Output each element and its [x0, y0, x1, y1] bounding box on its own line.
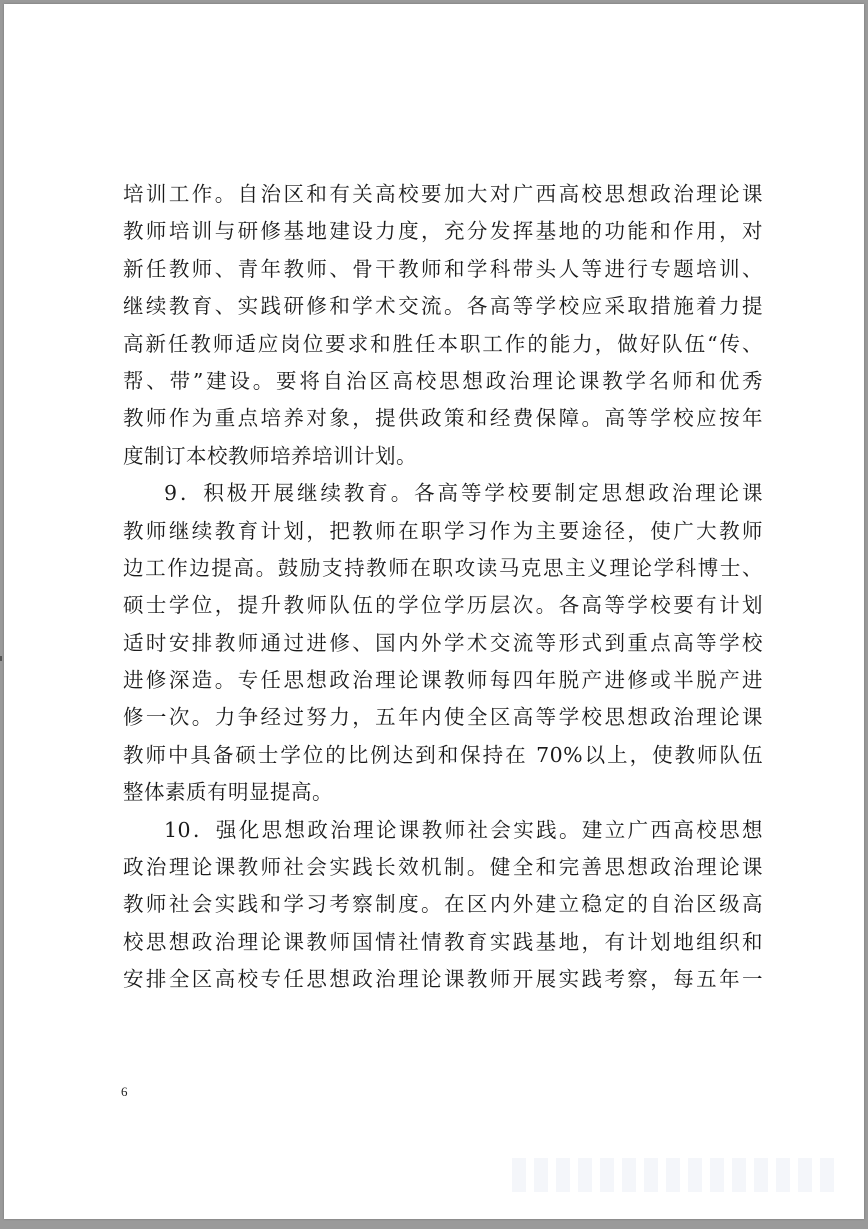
paragraph-10-first-line: 10．强化思想政治理论课教师社会实践。建立广西高校思想: [164, 817, 763, 842]
text-line: 安排全区高校专任思想政治理论课教师开展实践考察，每五年一: [123, 967, 763, 992]
page-number: 6: [121, 1084, 128, 1099]
text-line-paragraph-end: 度制订本校教师培养培训计划。: [123, 443, 417, 468]
text-line: 新任教师、青年教师、骨干教师和学科带头人等进行专题培训、: [123, 256, 763, 281]
text-line: 校思想政治理论课教师国情社情教育实践基地，有计划地组织和: [123, 929, 763, 954]
text-line: 硕士学位，提升教师队伍的学位学历层次。各高等学校要有计划: [123, 593, 763, 618]
text-line: 进修深造。专任思想政治理论课教师每四年脱产进修或半脱产进: [123, 668, 763, 693]
faint-watermark: [512, 1158, 842, 1192]
document-body: [123, 176, 763, 999]
paragraph-9-first-line: 9．积极开展继续教育。各高等学校要制定思想政治理论课: [164, 481, 763, 506]
text-line-paragraph-end: 整体素质有明显提高。: [123, 780, 333, 805]
text-line: 修一次。力争经过努力，五年内使全区高等学校思想政治理论课: [123, 705, 763, 730]
text-line: 教师中具备硕士学位的比例达到和保持在 70%以上，使教师队伍: [123, 742, 763, 767]
text-line: 教师培训与研修基地建设力度，充分发挥基地的功能和作用，对: [123, 219, 763, 244]
text-line: 继续教育、实践研修和学术交流。各高等学校应采取措施着力提: [123, 294, 763, 319]
scroll-position-marker: [0, 656, 2, 661]
document-page: [4, 4, 864, 1219]
text-line: 适时安排教师通过进修、国内外学术交流等形式到重点高等学校: [123, 630, 763, 655]
text-line: 边工作边提高。鼓励支持教师在职攻读马克思主义理论学科博士、: [123, 555, 763, 580]
text-line: 高新任教师适应岗位要求和胜任本职工作的能力，做好队伍“传、: [123, 331, 763, 356]
text-line: 政治理论课教师社会实践长效机制。健全和完善思想政治理论课: [123, 855, 763, 880]
text-line: 教师作为重点培养对象，提供政策和经费保障。高等学校应按年: [123, 406, 763, 431]
text-line: 教师社会实践和学习考察制度。在区内外建立稳定的自治区级高: [123, 892, 763, 917]
text-line: 教师继续教育计划，把教师在职学习作为主要途径，使广大教师: [123, 518, 763, 543]
text-line: 帮、带”建设。要将自治区高校思想政治理论课教学名师和优秀: [123, 368, 763, 393]
text-line: 培训工作。自治区和有关高校要加大对广西高校思想政治理论课: [123, 182, 763, 206]
